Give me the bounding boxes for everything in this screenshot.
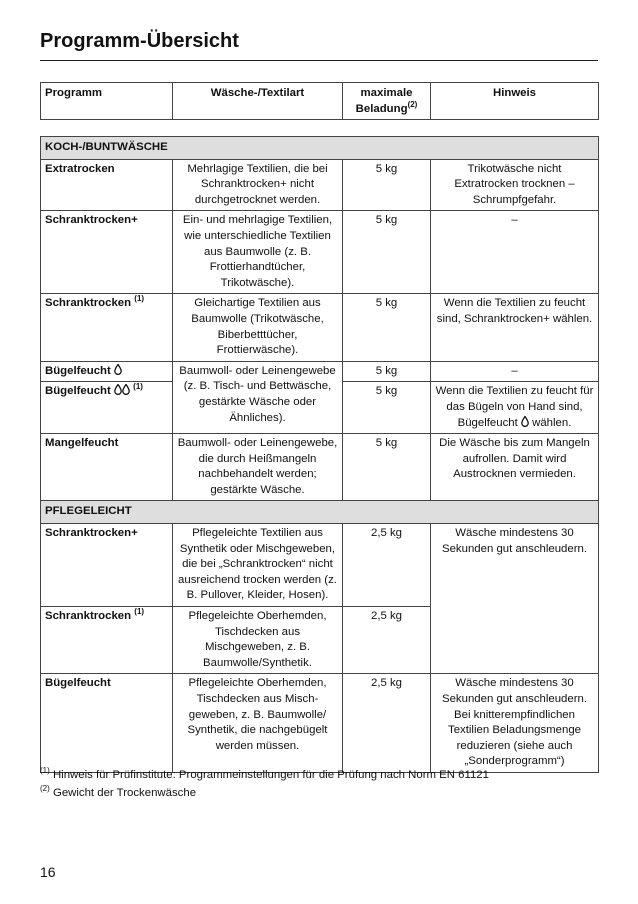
header-row [41, 83, 599, 120]
footnote-mark: (2) [40, 784, 50, 794]
section-title: KOCH-/BUNTWÄSCHE [41, 137, 599, 160]
max-load: 2,5 kg [343, 674, 431, 773]
program-note: Wäsche mindestens 30 Sekunden gut anschleudern. Bei knitterempfindlichen Textilien Beladungsmenge reduzieren (siehe auch „Sonderprogramm“) [431, 674, 599, 773]
program-note-text: Wenn die Textilien zu feucht für das Bügeln von Hand sind, Bügelfeucht [435, 385, 594, 429]
water-drop-icon [521, 416, 529, 427]
program-note: Trikotwäsche nicht Extratrocken trocknen – Schrumpfgefahr. [431, 159, 599, 211]
section-pflegeleicht [41, 501, 599, 524]
textile-type: Gleichartige Textilien aus Baumwolle (Trikotwäsche, Biberbetttücher, Frottierwäsche). [173, 294, 343, 361]
textile-type: Ein- und mehrlagige Textilien, wie unterschiedliche Textilien aus Baumwolle (z. B. Frottierhandtücher, Trikotwäsche). [173, 211, 343, 294]
textile-type: Baumwoll- oder Leinengewebe (z. B. Tisch- und Bettwäsche, gestärkte Wäsche oder Ähnliches). [173, 361, 343, 433]
header-textile: Wäsche-/Textilart [173, 83, 343, 120]
program-name: Extratrocken [41, 159, 173, 211]
program-note-text-end: wählen. [532, 416, 572, 429]
program-note: – [431, 361, 599, 382]
table-row [41, 211, 599, 294]
header-load [343, 83, 431, 120]
table-header [40, 82, 599, 120]
footnote-2 [40, 784, 489, 802]
footnote-ref: (1) [134, 294, 145, 304]
textile-type: Pflegeleichte Textilien aus Synthetik oder Mischgeweben, die bei „Schranktrocken“ nicht ausreichend trocken werden (z. B. Pullover, Kleider, Hosen). [173, 524, 343, 607]
program-name-cell [41, 361, 173, 382]
program-note: – [431, 211, 599, 294]
header-note: Hinweis [431, 83, 599, 120]
footnote-mark: (1) [40, 766, 50, 776]
program-name-cell [41, 607, 173, 674]
header-load-label: maximale Beladung [355, 87, 413, 115]
program-name: Bügelfeucht [41, 674, 173, 773]
program-note: Wenn die Textilien zu feucht sind, Schranktrocken+ wählen. [431, 294, 599, 361]
program-name: Schranktrocken+ [41, 524, 173, 607]
title-divider [40, 60, 598, 61]
page-number: 16 [40, 864, 56, 880]
max-load: 5 kg [343, 361, 431, 382]
header-program: Programm [41, 83, 173, 120]
footnote-ref: (1) [134, 607, 145, 617]
program-name-cell [41, 294, 173, 361]
max-load: 2,5 kg [343, 524, 431, 607]
max-load: 5 kg [343, 294, 431, 361]
table-row [41, 524, 599, 607]
footnotes [40, 766, 489, 802]
textile-type: Baumwoll- oder Leinengewebe, die durch Heißmangeln nachbehandelt werden; gestärkte Wäsche. [173, 434, 343, 501]
textile-type: Mehrlagige Textilien, die bei Schranktrocken+ nicht durchgetrocknet werden. [173, 159, 343, 211]
table-row [41, 434, 599, 501]
footnote-text: Hinweis für Prüfinstitute: Programmeinstellungen für die Prüfung nach Norm EN 61121 [52, 769, 489, 781]
footnote-text: Gewicht der Trockenwäsche [52, 787, 197, 799]
table-row [41, 159, 599, 211]
program-name: Mangelfeucht [41, 434, 173, 501]
program-name: Bügelfeucht [45, 364, 111, 377]
section-title: PFLEGELEICHT [41, 501, 599, 524]
water-drop-icon [114, 364, 122, 375]
footnote-1 [40, 766, 489, 784]
water-drop-icon [122, 384, 130, 395]
program-name: Schranktrocken [45, 610, 132, 623]
program-name-cell [41, 382, 173, 434]
page-title: Programm-Übersicht [40, 30, 239, 52]
header-load-footnote-ref: (2) [407, 99, 418, 109]
max-load: 5 kg [343, 159, 431, 211]
footnote-ref: (1) [133, 382, 143, 392]
table-row [41, 361, 599, 382]
table-row [41, 674, 599, 773]
program-name: Schranktrocken [45, 297, 132, 310]
max-load: 5 kg [343, 382, 431, 434]
water-drop-icon [114, 384, 122, 395]
textile-type: Pflegeleichte Oberhemden, Tischdecken aus Misch-geweben, z. B. Baumwolle/ Synthetik, die nachgebügelt werden müssen. [173, 674, 343, 773]
section-koch-buntwaesche [41, 137, 599, 160]
max-load: 5 kg [343, 434, 431, 501]
max-load: 2,5 kg [343, 607, 431, 674]
program-name: Schranktrocken+ [41, 211, 173, 294]
program-note: Wäsche mindestens 30 Sekunden gut anschleudern. [431, 524, 599, 674]
table-row [41, 294, 599, 361]
program-note: Die Wäsche bis zum Mangeln aufrollen. Damit wird Austrocknen vermieden. [431, 434, 599, 501]
program-name: Bügelfeucht [45, 385, 111, 398]
textile-type: Pflegeleichte Oberhemden, Tischdecken aus Mischgeweben, z. B. Baumwolle/Synthetik. [173, 607, 343, 674]
max-load: 5 kg [343, 211, 431, 294]
program-note [431, 382, 599, 434]
